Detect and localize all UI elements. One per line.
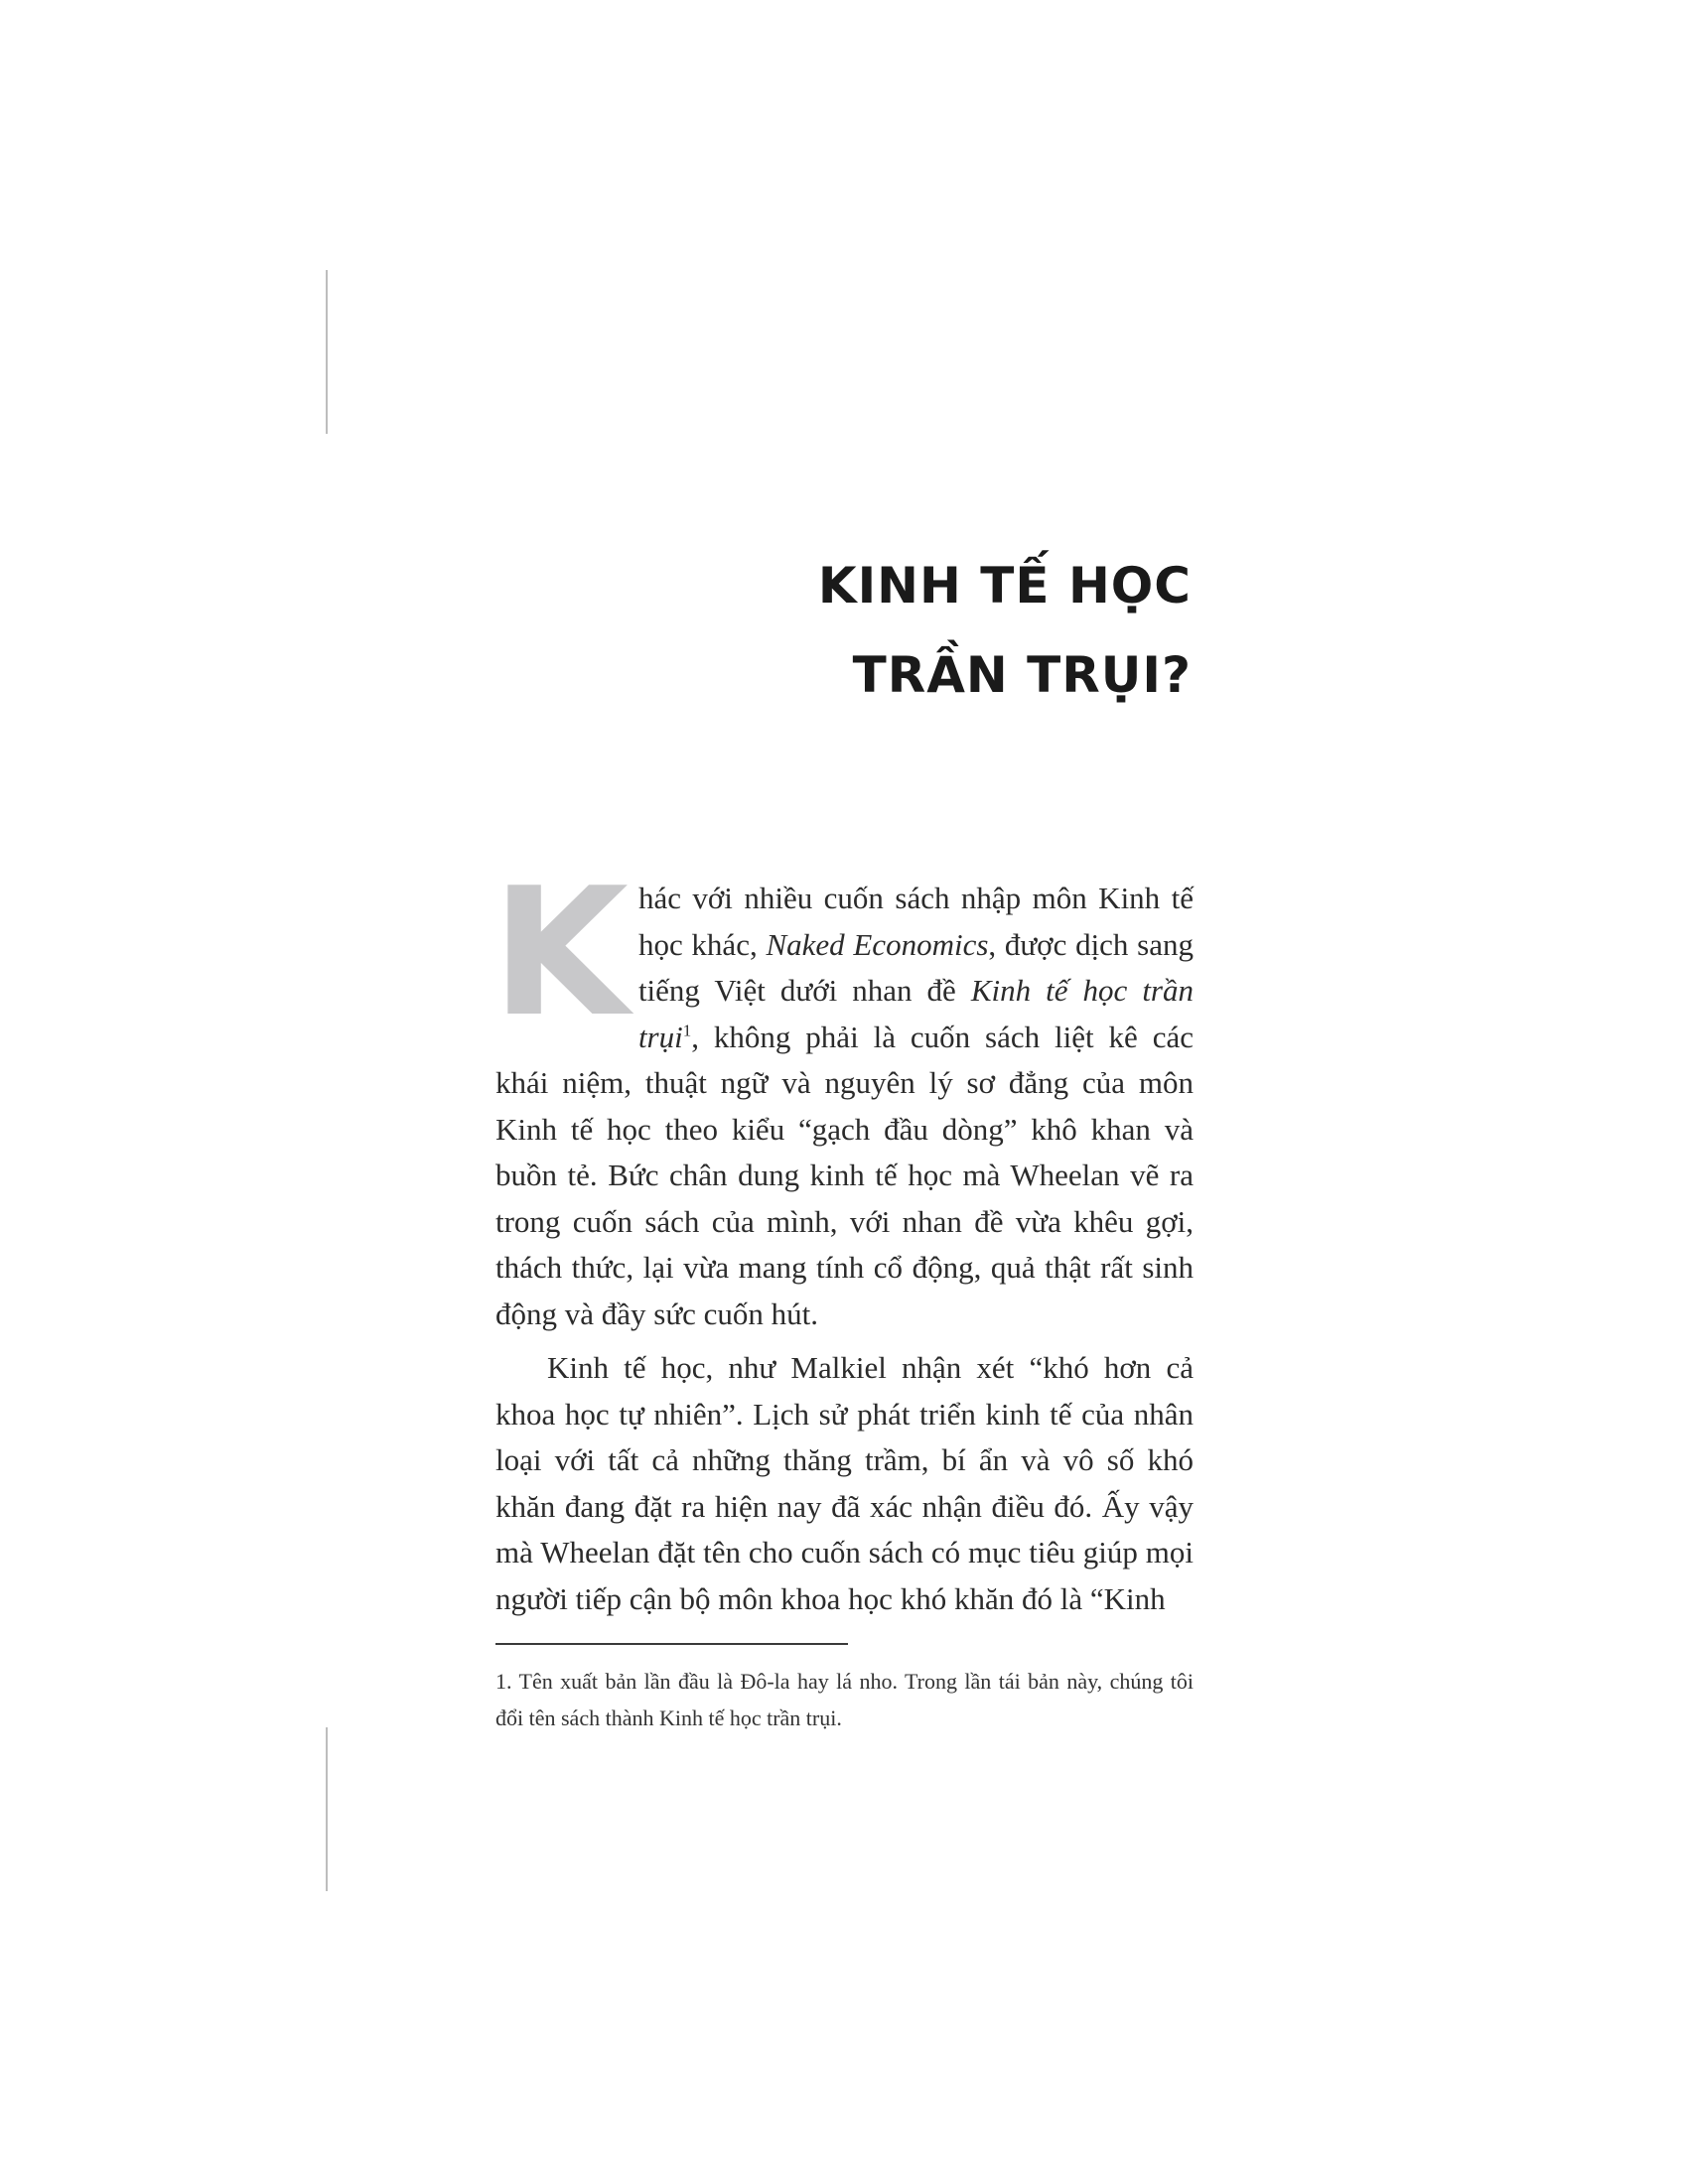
footnote-reference[interactable]: 1 (682, 1021, 692, 1040)
chapter-title-line-2: TRẦN TRỤI? (852, 646, 1192, 704)
chapter-title-line-1: KINH TẾ HỌC (817, 557, 1192, 614)
footnote-divider (495, 1643, 848, 1645)
crop-mark-bottom (326, 1727, 328, 1891)
body-text (492, 850, 1194, 1630)
drop-cap: K (492, 850, 629, 1055)
paragraph-1-text-c: , không phải là cuốn sách liệt kê các khái niệm, thuật ngữ và nguyên lý sơ đẳng của môn Kinh tế học theo kiểu “gạch đầu dòng” khô khan và buồn tẻ. Bức chân dung kinh tế học mà Wheelan vẽ ra trong cuốn sách của mình, với nhan đề vừa khêu gợi, thách thức, lại vừa mang tính cổ động, quả thật rất sinh động và đầy sức cuốn hút. (495, 1019, 1194, 1331)
book-title-vietnamese: Kinh tế học trần trụi (637, 973, 1194, 1054)
paragraph-2: Kinh tế học, như Malkiel nhận xét “khó hơn cả khoa học tự nhiên”. Lịch sử phát triển kinh tế của nhân loại với tất cả những thăng trầm, bí ẩn và vô số khó khăn đang đặt ra hiện nay đã xác nhận điều đó. Ấy vậy mà Wheelan đặt tên cho cuốn sách có mục tiêu giúp mọi người tiếp cận bộ môn khoa học khó khăn đó là “Kinh (495, 1350, 1194, 1616)
book-title-english: Naked Economics (766, 926, 989, 962)
paragraph-1-text-a: hác với nhiều cuốn sách nhập môn Kinh tế học khác, (637, 881, 1194, 962)
paragraph-1-text-b: , được dịch sang tiếng Việt dưới nhan đề (637, 926, 1194, 1008)
paragraph-1 (492, 850, 1194, 1337)
footnote: 1. Tên xuất bản lần đầu là Đô-la hay lá nho. Trong lần tái bản này, chúng tôi đổi tên sách thành Kinh tế học trần trụi. (495, 1669, 1194, 1730)
crop-mark-top (326, 270, 328, 434)
chapter-title (496, 541, 1192, 720)
